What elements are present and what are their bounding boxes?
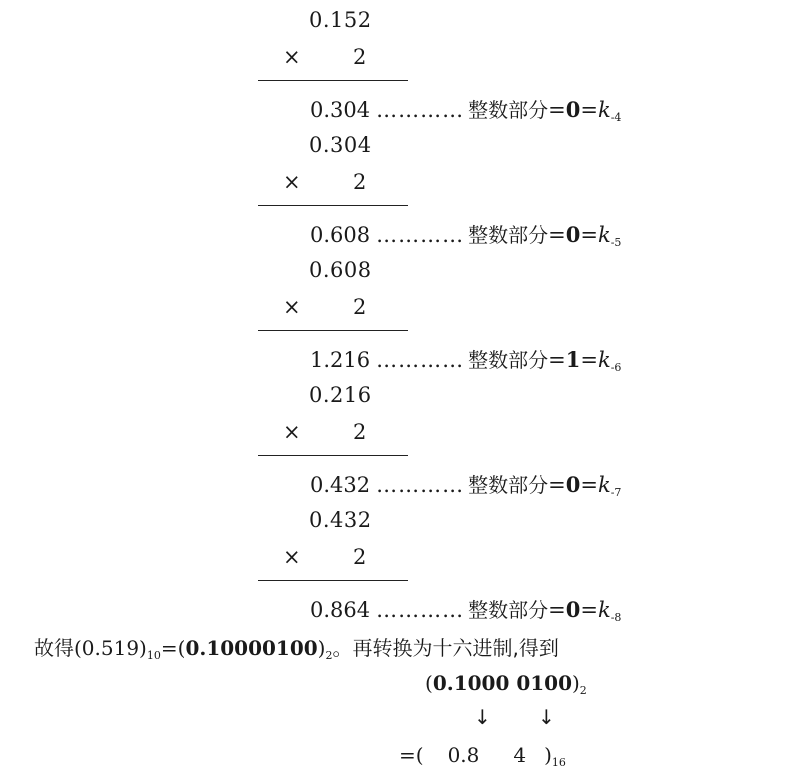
result: 0.432 — [310, 473, 371, 497]
factor: 2 — [353, 295, 367, 319]
factor: 2 — [353, 170, 367, 194]
multiplicand: 0.608 — [309, 258, 372, 282]
k-subscript: -7 — [610, 486, 622, 499]
k-symbol: k — [597, 598, 611, 622]
equals: = — [548, 473, 566, 497]
k-symbol: k — [597, 348, 611, 372]
times-sign: × — [283, 170, 301, 194]
grouped-binary — [425, 671, 587, 697]
k-symbol: k — [597, 473, 611, 497]
integer-part-label: 整数部分 — [468, 348, 549, 372]
result-line — [310, 94, 621, 124]
integer-bit: 0 — [565, 222, 581, 247]
times-sign: × — [283, 45, 301, 69]
integer-bit: 0 — [565, 597, 581, 622]
binary-value: 0.10000100 — [185, 636, 318, 660]
conclusion-line — [34, 632, 559, 662]
open-paren: ( — [425, 671, 433, 695]
down-arrow-icon: ↓ — [474, 705, 491, 729]
k-symbol: k — [597, 223, 611, 247]
close-paren: ) — [571, 671, 580, 695]
close-paren: ) — [317, 636, 326, 660]
rule-line — [258, 580, 408, 581]
hex-base: 16 — [551, 756, 566, 769]
result-line — [310, 344, 621, 374]
factor: 2 — [353, 545, 367, 569]
multiplicand: 0.216 — [309, 383, 372, 407]
result: 0.864 — [310, 598, 371, 622]
multiplicand: 0.432 — [309, 508, 372, 532]
factor: 2 — [353, 45, 367, 69]
result-line — [310, 219, 621, 249]
multiplicand: 0.152 — [309, 8, 372, 32]
times-sign: × — [283, 545, 301, 569]
rule-line — [258, 455, 408, 456]
equals: = — [580, 473, 598, 497]
result-line — [310, 469, 621, 499]
hex-prefix: =( — [399, 743, 424, 767]
k-subscript: -4 — [610, 111, 622, 124]
integer-bit: 0 — [565, 97, 581, 122]
equals: = — [548, 348, 566, 372]
close-paren: ) — [544, 743, 552, 767]
decimal-base: 10 — [146, 649, 161, 662]
factor: 2 — [353, 420, 367, 444]
integer-part-label: 整数部分 — [468, 473, 549, 497]
result: 0.608 — [310, 223, 371, 247]
dot-leader: ………… — [376, 98, 465, 122]
rule-line — [258, 80, 408, 81]
equals: = — [548, 98, 566, 122]
equals: = — [580, 348, 598, 372]
hex-digit: 4 — [513, 743, 527, 767]
decimal-value: (0.519) — [74, 636, 147, 660]
integer-bit: 0 — [565, 472, 581, 497]
open-paren: ( — [177, 636, 186, 660]
integer-part-label: 整数部分 — [468, 98, 549, 122]
integer-bit: 1 — [565, 347, 581, 372]
result: 0.304 — [310, 98, 371, 122]
equals: = — [160, 636, 178, 660]
dot-leader: ………… — [376, 598, 465, 622]
equals: = — [580, 598, 598, 622]
times-sign: × — [283, 295, 301, 319]
k-subscript: -5 — [610, 236, 622, 249]
grouped-binary-value: 0.1000 0100 — [432, 671, 572, 695]
dot-leader: ………… — [376, 473, 465, 497]
integer-part-label: 整数部分 — [468, 223, 549, 247]
rule-line — [258, 330, 408, 331]
conclusion-prefix: 故得 — [34, 636, 74, 660]
hex-result — [399, 743, 566, 769]
integer-part-label: 整数部分 — [468, 598, 549, 622]
result: 1.216 — [310, 348, 371, 372]
rule-line — [258, 205, 408, 206]
binary-base: 2 — [325, 649, 333, 662]
dot-leader: ………… — [376, 348, 465, 372]
equals: = — [580, 223, 598, 247]
grouped-base: 2 — [579, 684, 587, 697]
dot-leader: ………… — [376, 223, 465, 247]
multiplicand: 0.304 — [309, 133, 372, 157]
down-arrow-icon: ↓ — [538, 705, 555, 729]
equals: = — [548, 598, 566, 622]
equals: = — [580, 98, 598, 122]
k-symbol: k — [597, 98, 611, 122]
conclusion-suffix: 。再转换为十六进制,得到 — [332, 636, 559, 660]
result-line — [310, 594, 621, 624]
k-subscript: -6 — [610, 361, 622, 374]
k-subscript: -8 — [610, 611, 622, 624]
times-sign: × — [283, 420, 301, 444]
hex-digit: 0.8 — [447, 743, 480, 767]
equals: = — [548, 223, 566, 247]
